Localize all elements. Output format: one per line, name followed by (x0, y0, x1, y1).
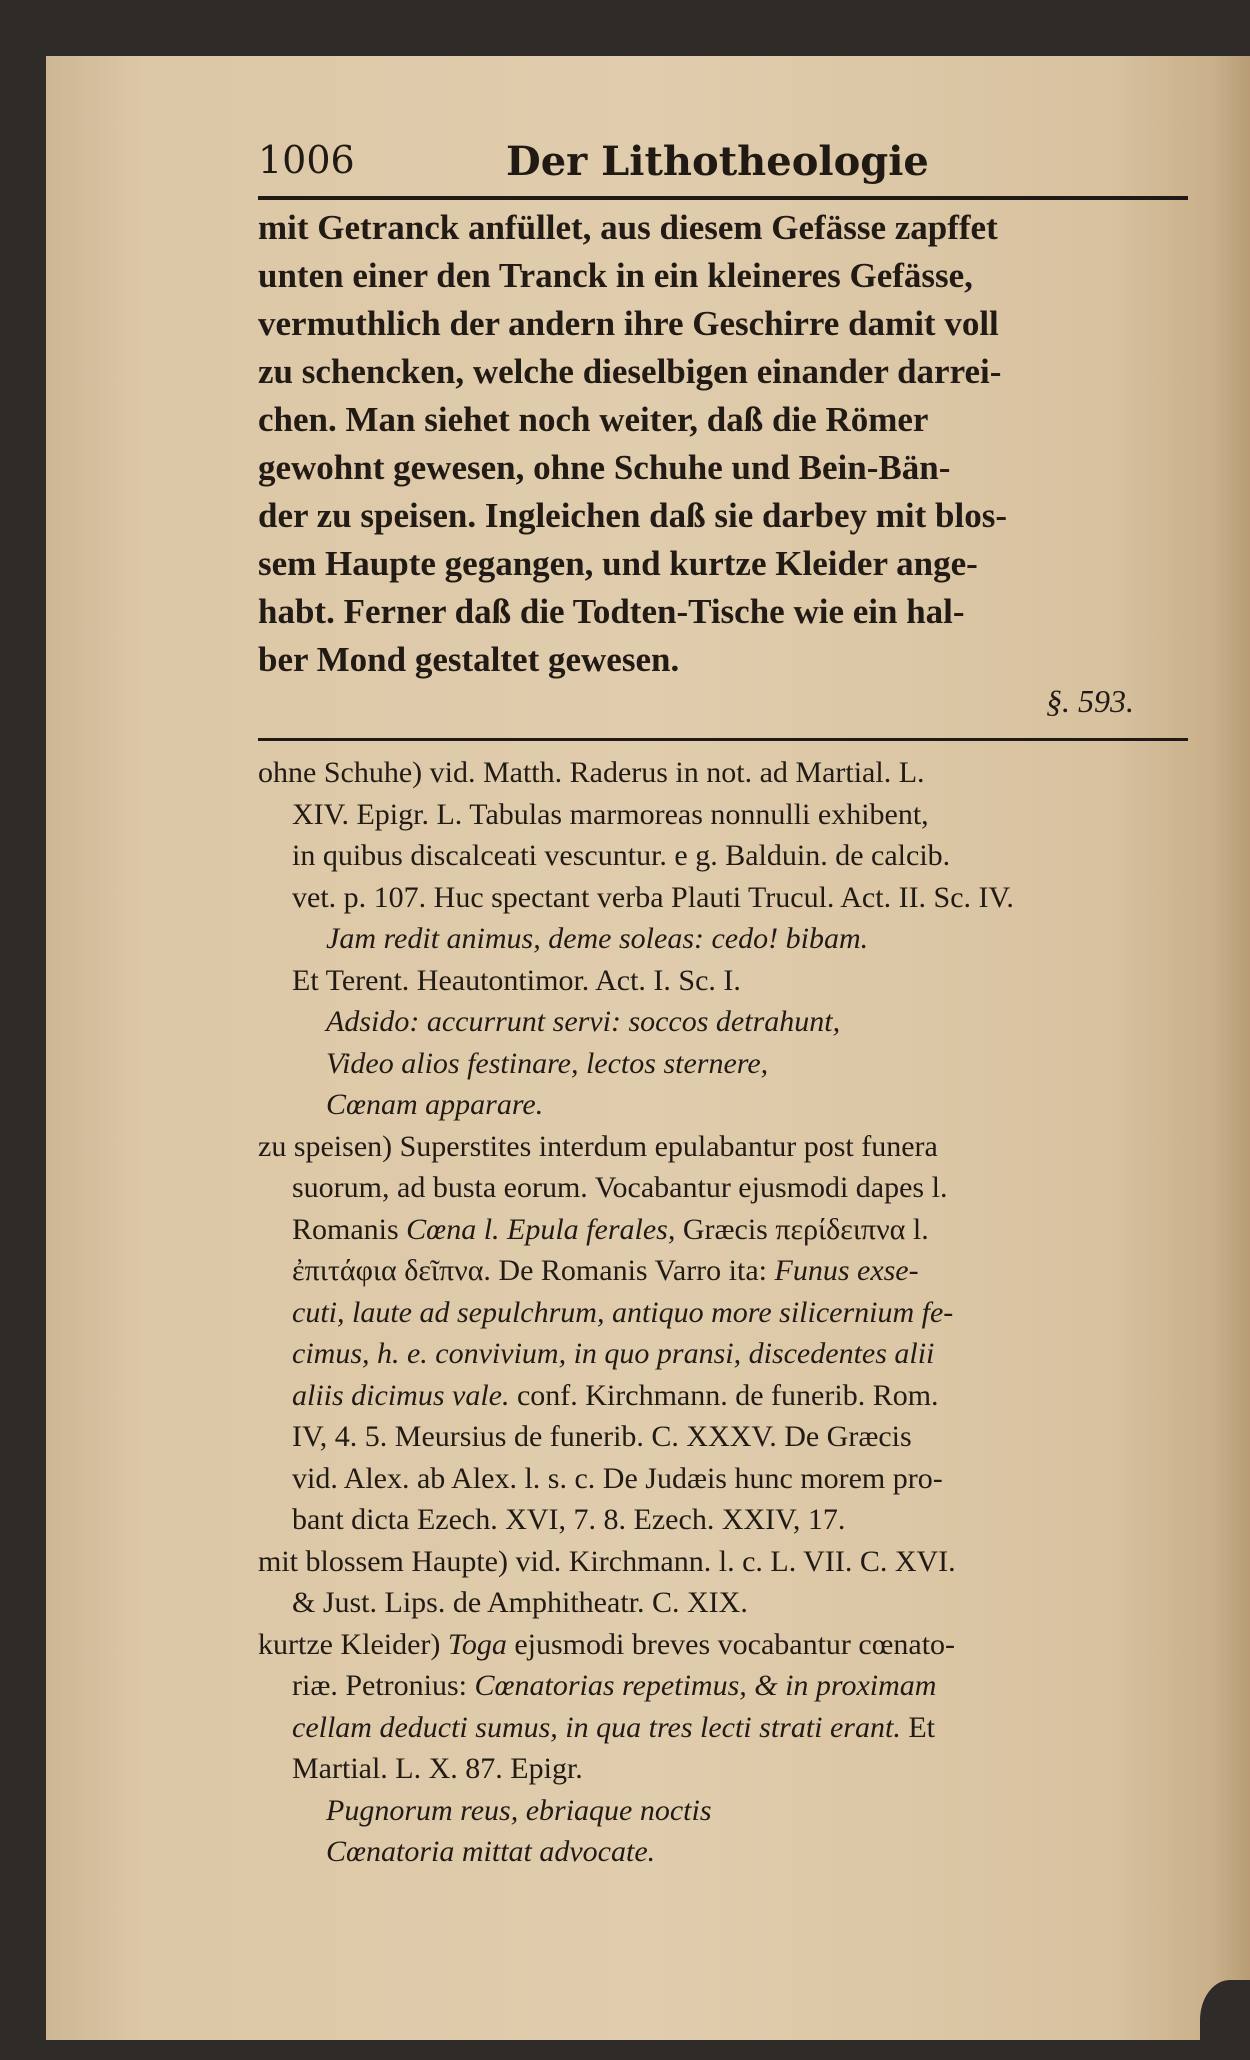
footnote-text: vid. Alex. ab Alex. l. s. c. De Judæis hunc morem pro- (292, 1461, 943, 1495)
footnote-text: bant dicta Ezech. XVI, 7. 8. Ezech. XXIV, 17. (292, 1503, 846, 1536)
italic-quote: Cœna l. Epula ferales, (406, 1212, 676, 1246)
italic-quote: Toga (447, 1627, 507, 1661)
footnote-line (292, 1254, 919, 1289)
footnote-line (292, 1296, 953, 1331)
footnote-line (292, 1337, 934, 1372)
body-line: unten einer den Tranck in ein kleineres Gefässe, (258, 256, 973, 295)
italic-quote: cimus, h. e. convivium, in quo pransi, discedentes alii (292, 1337, 935, 1370)
footnote-line (258, 1130, 938, 1165)
footnote-text: IV, 4. 5. Meursius de funerib. C. XXXV. De Græcis (292, 1420, 912, 1453)
footnote-text: ohne Schuhe) vid. Matth. Raderus in not. ad Martial. L. (258, 756, 925, 789)
footnote-line (326, 922, 868, 957)
footnote-text: XIV. Epigr. L. Tabulas marmoreas nonnulli exhibent, (292, 797, 929, 831)
footnote-text: Romanis (292, 1212, 407, 1246)
running-title: Der Lithotheologie (506, 138, 929, 185)
footnote-line (292, 964, 741, 999)
footnote-text: zu speisen) Superstites interdum epulabantur post funera (258, 1129, 938, 1163)
footnote-text: mit blossem Haupte) vid. Kirchmann. l. c. L. VII. C. XVI. (258, 1544, 956, 1578)
body-line: ber Mond gestaltet gewesen. (258, 640, 680, 679)
italic-quote: Cœnatorias repetimus, & in proximam (474, 1669, 937, 1702)
footnote-line (326, 1047, 768, 1082)
footnote-text: in quibus discalceati vescuntur. e g. Balduin. de calcib. (292, 839, 951, 872)
footnote-line (326, 1088, 543, 1123)
footnote-text: kurtze Kleider) (258, 1627, 448, 1661)
footnote-text: riæ. Petronius: (292, 1669, 475, 1702)
italic-quote: Jam redit animus, deme soleas: cedo! bibam. (326, 922, 869, 955)
body-line: mit Getranck anfüllet, aus diesem Gefässe zapffet (258, 208, 998, 247)
footnote-line (292, 798, 929, 833)
italic-quote: Funus exse- (774, 1254, 919, 1287)
footnote-text: conf. Kirchmann. de funerib. Rom. (509, 1378, 939, 1412)
footnote-line (292, 1503, 845, 1538)
section-mark: §. 593. (1046, 683, 1134, 719)
italic-quote: cellam deducti sumus, in qua tres lecti strati erant. (292, 1710, 901, 1744)
footnote-text: ejusmodi breves vocabantur cœnato- (506, 1627, 956, 1661)
body-line: chen. Man siehet noch weiter, daß die Römer (258, 400, 929, 439)
body-line: zu schencken, welche dieselbigen einander darrei- (258, 352, 1002, 391)
body-line: habt. Ferner daß die Todten-Tische wie ein hal- (258, 592, 965, 631)
footnote-rule (258, 738, 1188, 741)
footnote-line (292, 1752, 583, 1787)
footnote-line (292, 1213, 929, 1248)
footnote-text: Et (900, 1710, 935, 1744)
footnote-line (292, 1420, 912, 1455)
footnote-line (292, 1379, 939, 1414)
footnote-text: Et Terent. Heautontimor. Act. I. Sc. I. (292, 963, 741, 997)
body-line: sem Haupte gegangen, und kurtze Kleider ange- (258, 544, 978, 583)
footnote-line (258, 756, 925, 791)
italic-quote: Cœnatoria mittat advocate. (326, 1835, 656, 1868)
footnote-line (326, 1835, 655, 1870)
body-line: gewohnt gewesen, ohne Schuhe und Bein-Bän- (258, 448, 951, 487)
italic-quote: Cœnam apparare. (326, 1088, 544, 1121)
italic-quote: aliis dicimus vale. (292, 1378, 510, 1412)
body-line: der zu speisen. Ingleichen daß sie darbey mit blos- (258, 496, 1007, 535)
italic-quote: cuti, laute ad sepulchrum, antiquo more silicernium fe- (292, 1295, 954, 1329)
footnote-line (258, 1628, 955, 1663)
page-number: 1006 (258, 138, 355, 182)
italic-quote: Video alios festinare, lectos sternere, (326, 1046, 769, 1080)
footnote-text: & Just. Lips. de Amphitheatr. C. XIX. (292, 1586, 748, 1619)
footnote-line (292, 1586, 748, 1621)
footnote-line (292, 1711, 935, 1746)
footnote-text: vet. p. 107. Huc spectant verba Plauti Trucul. Act. II. Sc. IV. (292, 880, 1014, 914)
footnote-line (326, 1794, 712, 1829)
footnote-line (292, 1171, 947, 1206)
footnote-line (292, 839, 950, 874)
italic-quote: Pugnorum reus, ebriaque noctis (326, 1793, 712, 1827)
footnote-line (292, 1669, 936, 1704)
footnote-text: Græcis περίδειπνα l. (675, 1212, 929, 1246)
italic-quote: Adsido: accurrunt servi: soccos detrahunt, (326, 1005, 841, 1038)
footnote-text: Martial. L. X. 87. Epigr. (292, 1752, 583, 1785)
footnote-line (326, 1005, 840, 1040)
footnote-text: ἐπιτάφια δεῖπνα. De Romanis Varro ita: (292, 1254, 775, 1287)
footnote-line (292, 881, 1014, 916)
body-line: vermuthlich der andern ihre Geschirre damit voll (258, 304, 999, 343)
header-rule (258, 196, 1188, 200)
footnote-line (292, 1462, 943, 1497)
footnote-line (258, 1545, 956, 1580)
book-page (46, 56, 1250, 2040)
footnote-text: suorum, ad busta eorum. Vocabantur ejusmodi dapes l. (292, 1171, 948, 1204)
